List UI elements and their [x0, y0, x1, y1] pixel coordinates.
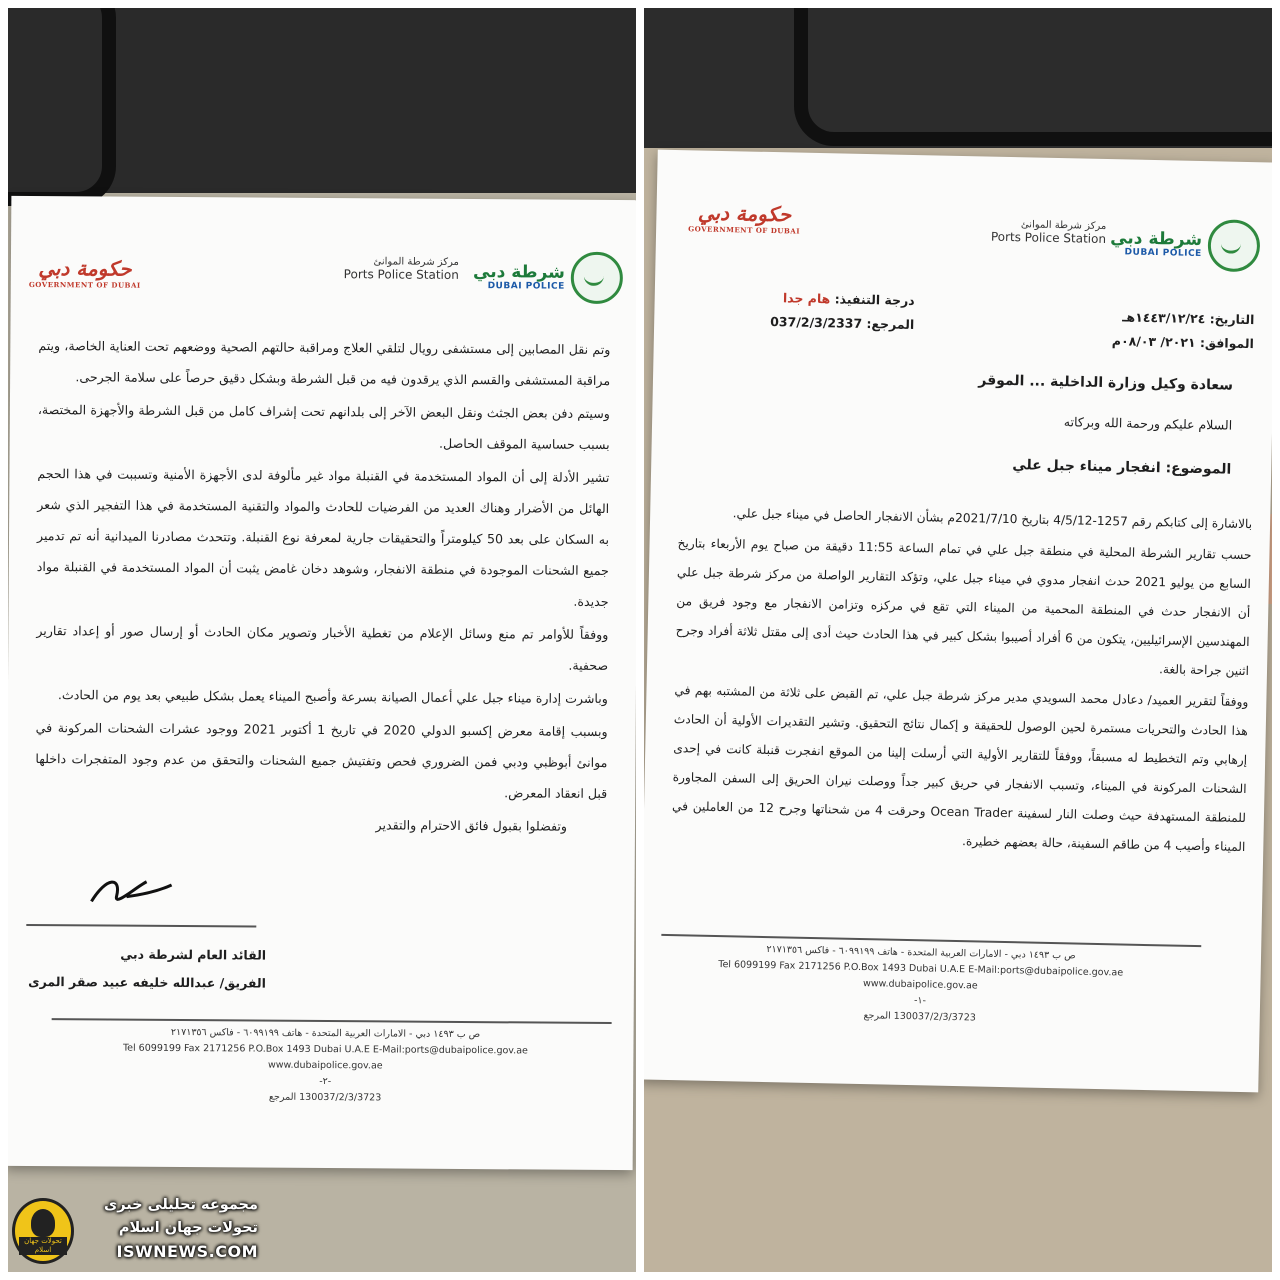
- dubai-police-logo: [1110, 217, 1261, 272]
- station-ar: مركز شرطة الموانئ: [373, 256, 459, 268]
- footer-website: www.dubaipolice.gov.ae: [267, 1059, 383, 1072]
- gov-logo-en: GOVERNMENT OF DUBAI: [688, 224, 801, 236]
- government-of-dubai-logo: [684, 200, 805, 236]
- date-label: التاريخ:: [1209, 311, 1255, 328]
- subject-line: الموضوع: انفجار ميناء جبل علي: [1012, 457, 1232, 478]
- photo-page-2: [8, 8, 636, 1272]
- paragraph: تشير الأدلة إلى أن المواد المستخدمة في القنبلة مواد غير مألوفة لدى الأجهزة الأمنية وتسببت في هذا الحجم الهائل من الأضرار وهناك العديد من الفرضيات للحادث والمواد والتقنية المستخدمة في هذا التفجير الذي شعر به السكان على بعد 50 كيلومتراً والتحقيقات جارية لمعرفة نوع القنبلة. وتتحدث مصادرنا الميدانية أنه تم تدمير جميع الشحنات الموجودة في منطقة الانفجار، وشوهد دخان غامض يثبت أن المواد المستخدمة في القنبلة مواد جديدة.: [36, 466, 610, 609]
- corr-date-label: الموافق:: [1199, 335, 1255, 352]
- signature-rule: [26, 924, 256, 927]
- footer-website: www.dubaipolice.gov.ae: [862, 978, 978, 992]
- station-en: Ports Police Station: [343, 267, 459, 282]
- footer-reference: 130037/2/3/3723 المرجع: [863, 1010, 976, 1024]
- page-number: -١-: [913, 995, 927, 1007]
- paragraph: وبسبب إقامة معرض إكسبو الدولي 2020 في تاريخ 1 أكتوبر 2021 ووجود عشرات الشحنات المركونة في موانئ أبوظبي ودبي فمن الضروري فحص وتفتيش جميع الشحنات والتحقق من عدم وجود المتفجرات داخلها قبل انعقاد المعرض.: [35, 720, 608, 801]
- letter-page-1: [644, 150, 1272, 1093]
- paragraph: حسب تقارير الشرطة المحلية في منطقة جبل علي في تمام الساعة 11:55 دقيقة من صباح يوم الأربعاء بتاريخ السابع من يوليو 2021 حدث انفجار مدوي في ميناء جبل علي، وتؤكد التقارير الواصلة من مركز شرطة جبل علي أن الانفجار حدث في المنطقة المحمية من الميناء التي تقع في مركزه وتزامن الانفجار مع وجود فريق من المهندسين الإسرائيليين، يتكون من 6 أفراد أصيبوا بشكل كبير في هذا الحادث حيث أدى إلى مقتل ثلاثة أفراد وجرح اثنين جراحة بالغة.: [675, 536, 1252, 679]
- station-name: [309, 256, 459, 282]
- watermark-line-2: تحولات جهان اسلام: [118, 1220, 258, 1236]
- urgency-block: [694, 284, 915, 337]
- footer-reference: 130037/2/3/3723 المرجع: [268, 1091, 382, 1104]
- ref-label: المرجع:: [866, 316, 915, 333]
- ref-value: 037/2/3/2337: [770, 314, 863, 331]
- greeting: السلام عليكم ورحمة الله وبركاته: [1063, 414, 1233, 433]
- corr-date-value: ٢٠٢١/ ٠٨/٠٣م: [1111, 333, 1196, 350]
- paragraph: ووفقاً للأوامر تم منع وسائل الإعلام من تغطية الأخبار وتصوير مكان الحادث أو إرسال صور أو إعداد تقارير صحفية.: [36, 623, 609, 673]
- footer-address-ar: ص ب ١٤٩٣ دبي - الامارات العربية المتحدة - هاتف ٦٠٩٩١٩٩ - فاكس ٢١٧١٣٥٦: [170, 1026, 481, 1041]
- police-logo-en: DUBAI POLICE: [487, 280, 565, 292]
- date-block: [994, 303, 1255, 356]
- paragraph: وباشرت إدارة ميناء جبل علي أعمال الصيانة بسرعة وأصبح الميناء يعمل بشكل طبيعي بعد يوم من الحادث.: [57, 687, 608, 706]
- paragraph: بالاشارة إلى كتابكم رقم 1257-4/5/12 بتاريخ 2021/7/10م بشأن الانفجار الحاصل في ميناء جبل علي.: [732, 506, 1253, 532]
- police-logo-ar: شرطة دبي: [1110, 227, 1203, 250]
- closing-line: وتفضلوا بقبول فائق الاحترام والتقدير: [375, 817, 568, 834]
- chair-frame: [8, 8, 116, 206]
- letter-page-2: [8, 196, 636, 1170]
- photo-page-1: [644, 8, 1272, 1272]
- police-logo-ar: شرطة دبي: [472, 261, 565, 283]
- paragraph: ووفقاً لتقرير العميد/ دعادل محمد السويدي مدير مركز شرطة جبل علي، تم القبض على ثلاثة من المشتبه بهم في هذا الحادث والتحريات مستمرة لحين الوصول للحقيقة و إكمال نتائج التحقيق. وتشير التقديرات الأولية أن الحادث إرهابي وتم التخطيط له مسبقاً، ووفقاً للتقارير الأولية التي أرسلت إلينا من الموقع انفجرت قنبلة كانت في إحدى الشحنات المركونة في الميناء، وتسبب الانفجار في حريق كبير جداً ووصلت نيران الحريق إلى السفن المجاورة للمنطقة المستهدفة حيث وصلت النار لسفينة Ocean Trader وحرقت 4 من شحناتها وجرح 12 من العاملين في الميناء وأصيب 4 من طاقم السفينة، حالة بعضهم خطيرة.: [671, 683, 1249, 855]
- gov-logo-en: GOVERNMENT OF DUBAI: [28, 279, 141, 290]
- date-value: ١٤٤٣/١٢/٢٤هـ: [1122, 309, 1206, 327]
- footer-rule: [52, 1018, 612, 1023]
- page-1-body: [671, 498, 1252, 864]
- page-number: -٢-: [319, 1075, 332, 1088]
- watermark-url: ISWNEWS.COM: [116, 1242, 258, 1261]
- government-of-dubai-logo: [25, 256, 145, 290]
- letter-footer: [45, 1024, 606, 1108]
- dubai-police-logo: [473, 251, 623, 304]
- paragraph: وسيتم دفن بعض الجثث ونقل البعض الآخر إلى بلدانهم تحت إشراف كامل من قبل الشرطة والأجهزة المختصة، بسبب حساسية الموقف الحاصل.: [37, 402, 610, 453]
- handwritten-signature: [86, 866, 176, 917]
- gov-logo-ar: حكومة دبي: [697, 200, 792, 227]
- police-emblem-icon: [571, 252, 623, 304]
- signatory-title: القائد العام لشرطة دبي: [120, 946, 267, 963]
- station-name: [956, 218, 1106, 246]
- addressee: سعادة وكيل وزارة الداخلية ... الموقر: [978, 372, 1234, 394]
- signatory-name: الفريق/ عبدالله خليفه عبيد صقر المرى: [28, 973, 266, 991]
- urgency-value: هام جدا: [782, 290, 831, 307]
- urgency-label: درجة التنفيذ:: [834, 291, 915, 309]
- footer-address-en: Tel 6099199 Fax 2171256 P.O.Box 1493 Dubai U.A.E E-Mail:ports@dubaipolice.gov.ae: [718, 959, 1124, 979]
- letter-footer: [650, 940, 1192, 1031]
- paragraph: وتم نقل المصابين إلى مستشفى رويال لتلقي العلاج ومراقبة حالتهم الصحية ووضعهم تحت العناية الخاصة، ويتم مراقبة المستشفى والقسم الذي يرقدون فيه من قبل الشرطة وبشكل دقيق حرصاً على سلامة الجرحى.: [38, 338, 611, 389]
- iswnews-watermark: [8, 1186, 278, 1272]
- watermark-text: [58, 1194, 258, 1263]
- station-en: Ports Police Station: [990, 229, 1107, 247]
- footer-address-ar: ص ب ١٤٩٣ دبي - الامارات العربية المتحدة - هاتف ٦٠٩٩١٩٩ - فاكس ٢١٧١٣٥٦: [766, 944, 1076, 962]
- watermark-line-1: مجموعه تحلیلی خبری: [103, 1197, 258, 1213]
- gov-logo-ar: حكومة دبي: [38, 256, 132, 281]
- silhouette-icon: [31, 1209, 55, 1237]
- logo-caption: تحولات جهان اسلام: [19, 1237, 67, 1255]
- page-2-body: [35, 330, 611, 844]
- signatory-block: [26, 940, 266, 998]
- police-logo-en: DUBAI POLICE: [1124, 246, 1202, 259]
- chair-frame: [794, 8, 1272, 146]
- police-emblem-icon: [1207, 219, 1260, 272]
- station-ar: مركز شرطة الموانئ: [1020, 219, 1107, 233]
- footer-address-en: Tel 6099199 Fax 2171256 P.O.Box 1493 Dubai U.A.E E-Mail:ports@dubaipolice.gov.ae: [122, 1042, 528, 1057]
